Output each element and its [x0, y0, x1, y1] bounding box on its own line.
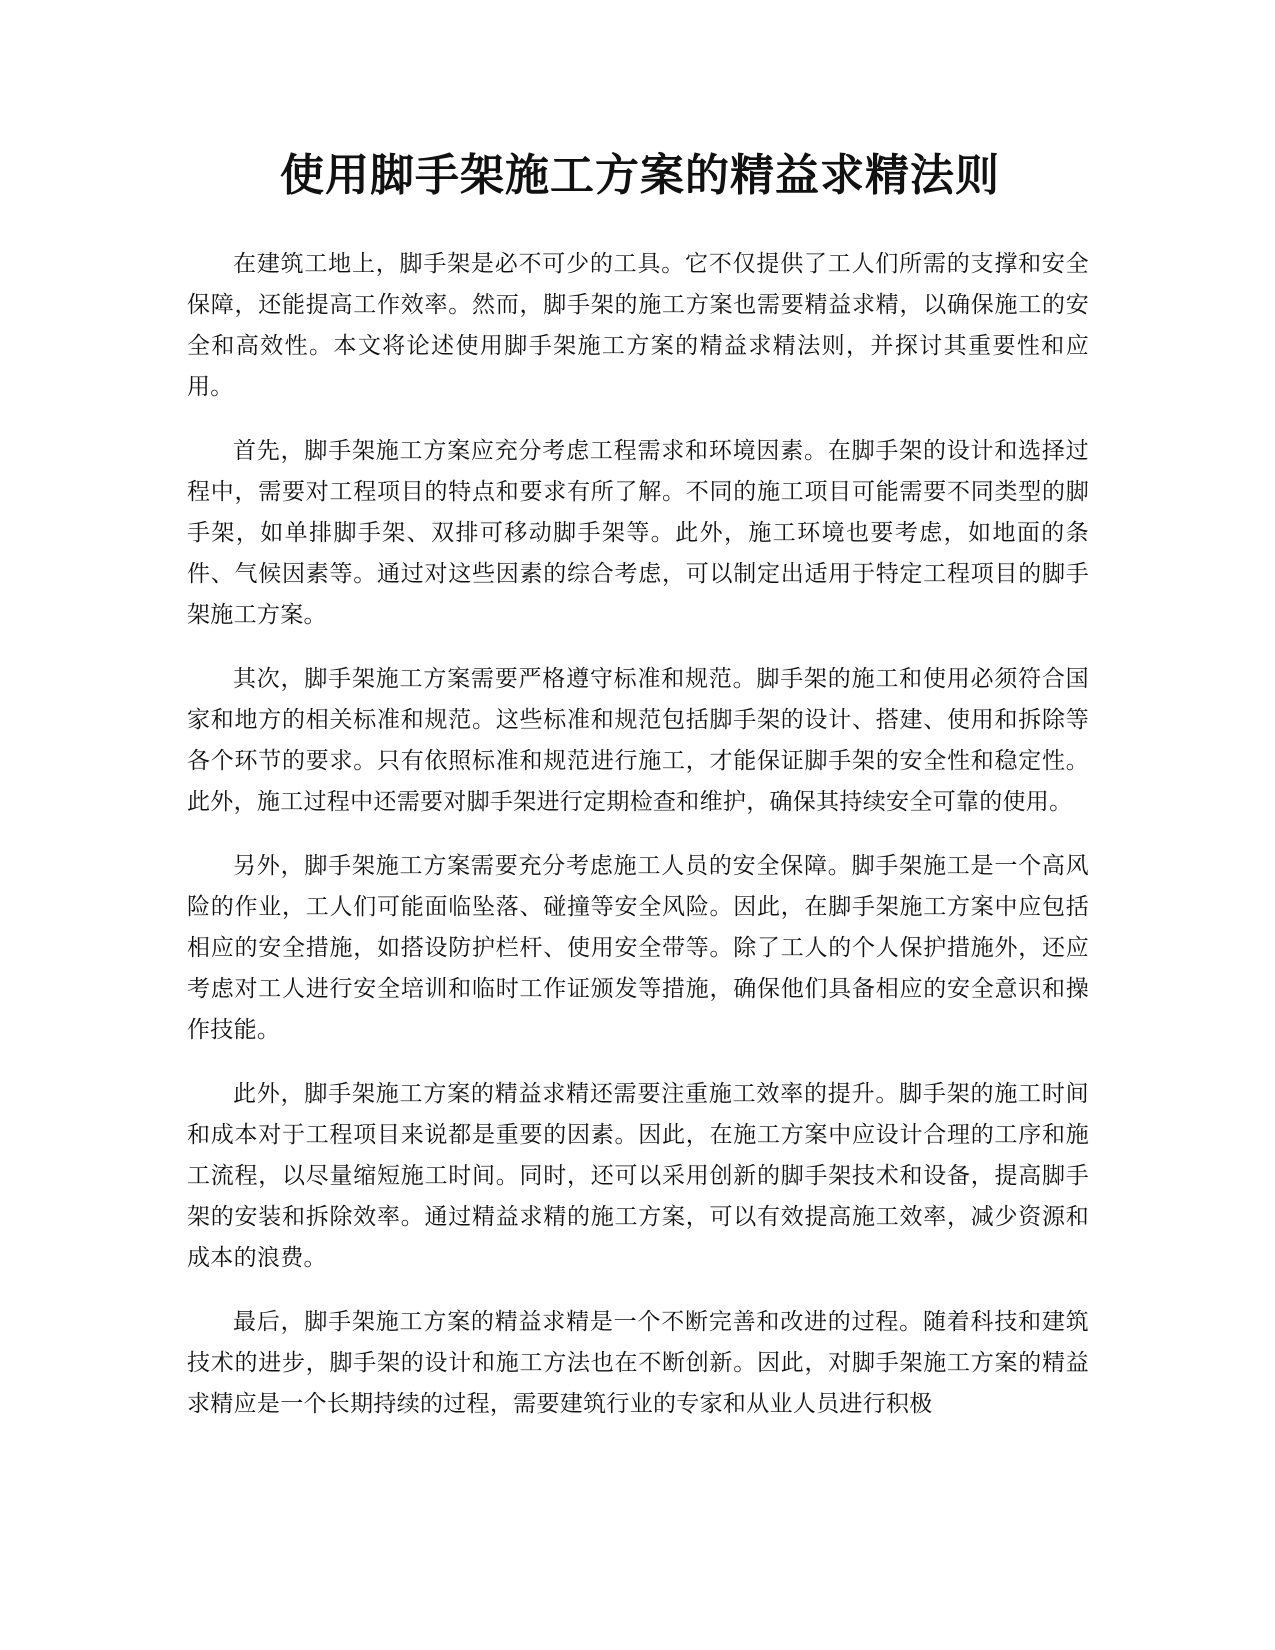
paragraph-1: 在建筑工地上，脚手架是必不可少的工具。它不仅提供了工人们所需的支撑和安全保障，还能提高工作效率。然而，脚手架的施工方案也需要精益求精，以确保施工的安全和高效性。本文将论述使用脚手架施工方案的精益求精法则，并探讨其重要性和应用。 — [187, 251, 1089, 400]
paragraph-6: 最后，脚手架施工方案的精益求精是一个不断完善和改进的过程。随着科技和建筑技术的进步，脚手架的设计和施工方法也在不断创新。因此，对脚手架施工方案的精益求精应是一个长期持续的过程，需要建筑行业的专家和从业人员进行积极 — [187, 1309, 1089, 1417]
document-body — [187, 244, 1089, 1448]
paragraph-3: 其次，脚手架施工方案需要严格遵守标准和规范。脚手架的施工和使用必须符合国家和地方的相关标准和规范。这些标准和规范包括脚手架的设计、搭建、使用和拆除等各个环节的要求。只有依照标准和规范进行施工，才能保证脚手架的安全性和稳定性。此外，施工过程中还需要对脚手架进行定期检查和维护，确保其持续安全可靠的使用。 — [187, 666, 1089, 815]
paragraph-5: 此外，脚手架施工方案的精益求精还需要注重施工效率的提升。脚手架的施工时间和成本对于工程项目来说都是重要的因素。因此，在施工方案中应设计合理的工序和施工流程，以尽量缩短施工时间。同时，还可以采用创新的脚手架技术和设备，提高脚手架的安装和拆除效率。通过精益求精的施工方案，可以有效提高施工效率，减少资源和成本的浪费。 — [187, 1081, 1089, 1271]
document-title: 使用脚手架施工方案的精益求精法则 — [280, 150, 1000, 201]
paragraph-2: 首先，脚手架施工方案应充分考虑工程需求和环境因素。在脚手架的设计和选择过程中，需要对工程项目的特点和要求有所了解。不同的施工项目可能需要不同类型的脚手架，如单排脚手架、双排可移动脚手架等。此外，施工环境也要考虑，如地面的条件、气候因素等。通过对这些因素的综合考虑，可以制定出适用于特定工程项目的脚手架施工方案。 — [187, 438, 1089, 628]
paragraph-4: 另外，脚手架施工方案需要充分考虑施工人员的安全保障。脚手架施工是一个高风险的作业，工人们可能面临坠落、碰撞等安全风险。因此，在脚手架施工方案中应包括相应的安全措施，如搭设防护栏杆、使用安全带等。除了工人的个人保护措施外，还应考虑对工人进行安全培训和临时工作证颁发等措施，确保他们具备相应的安全意识和操作技能。 — [187, 853, 1089, 1043]
